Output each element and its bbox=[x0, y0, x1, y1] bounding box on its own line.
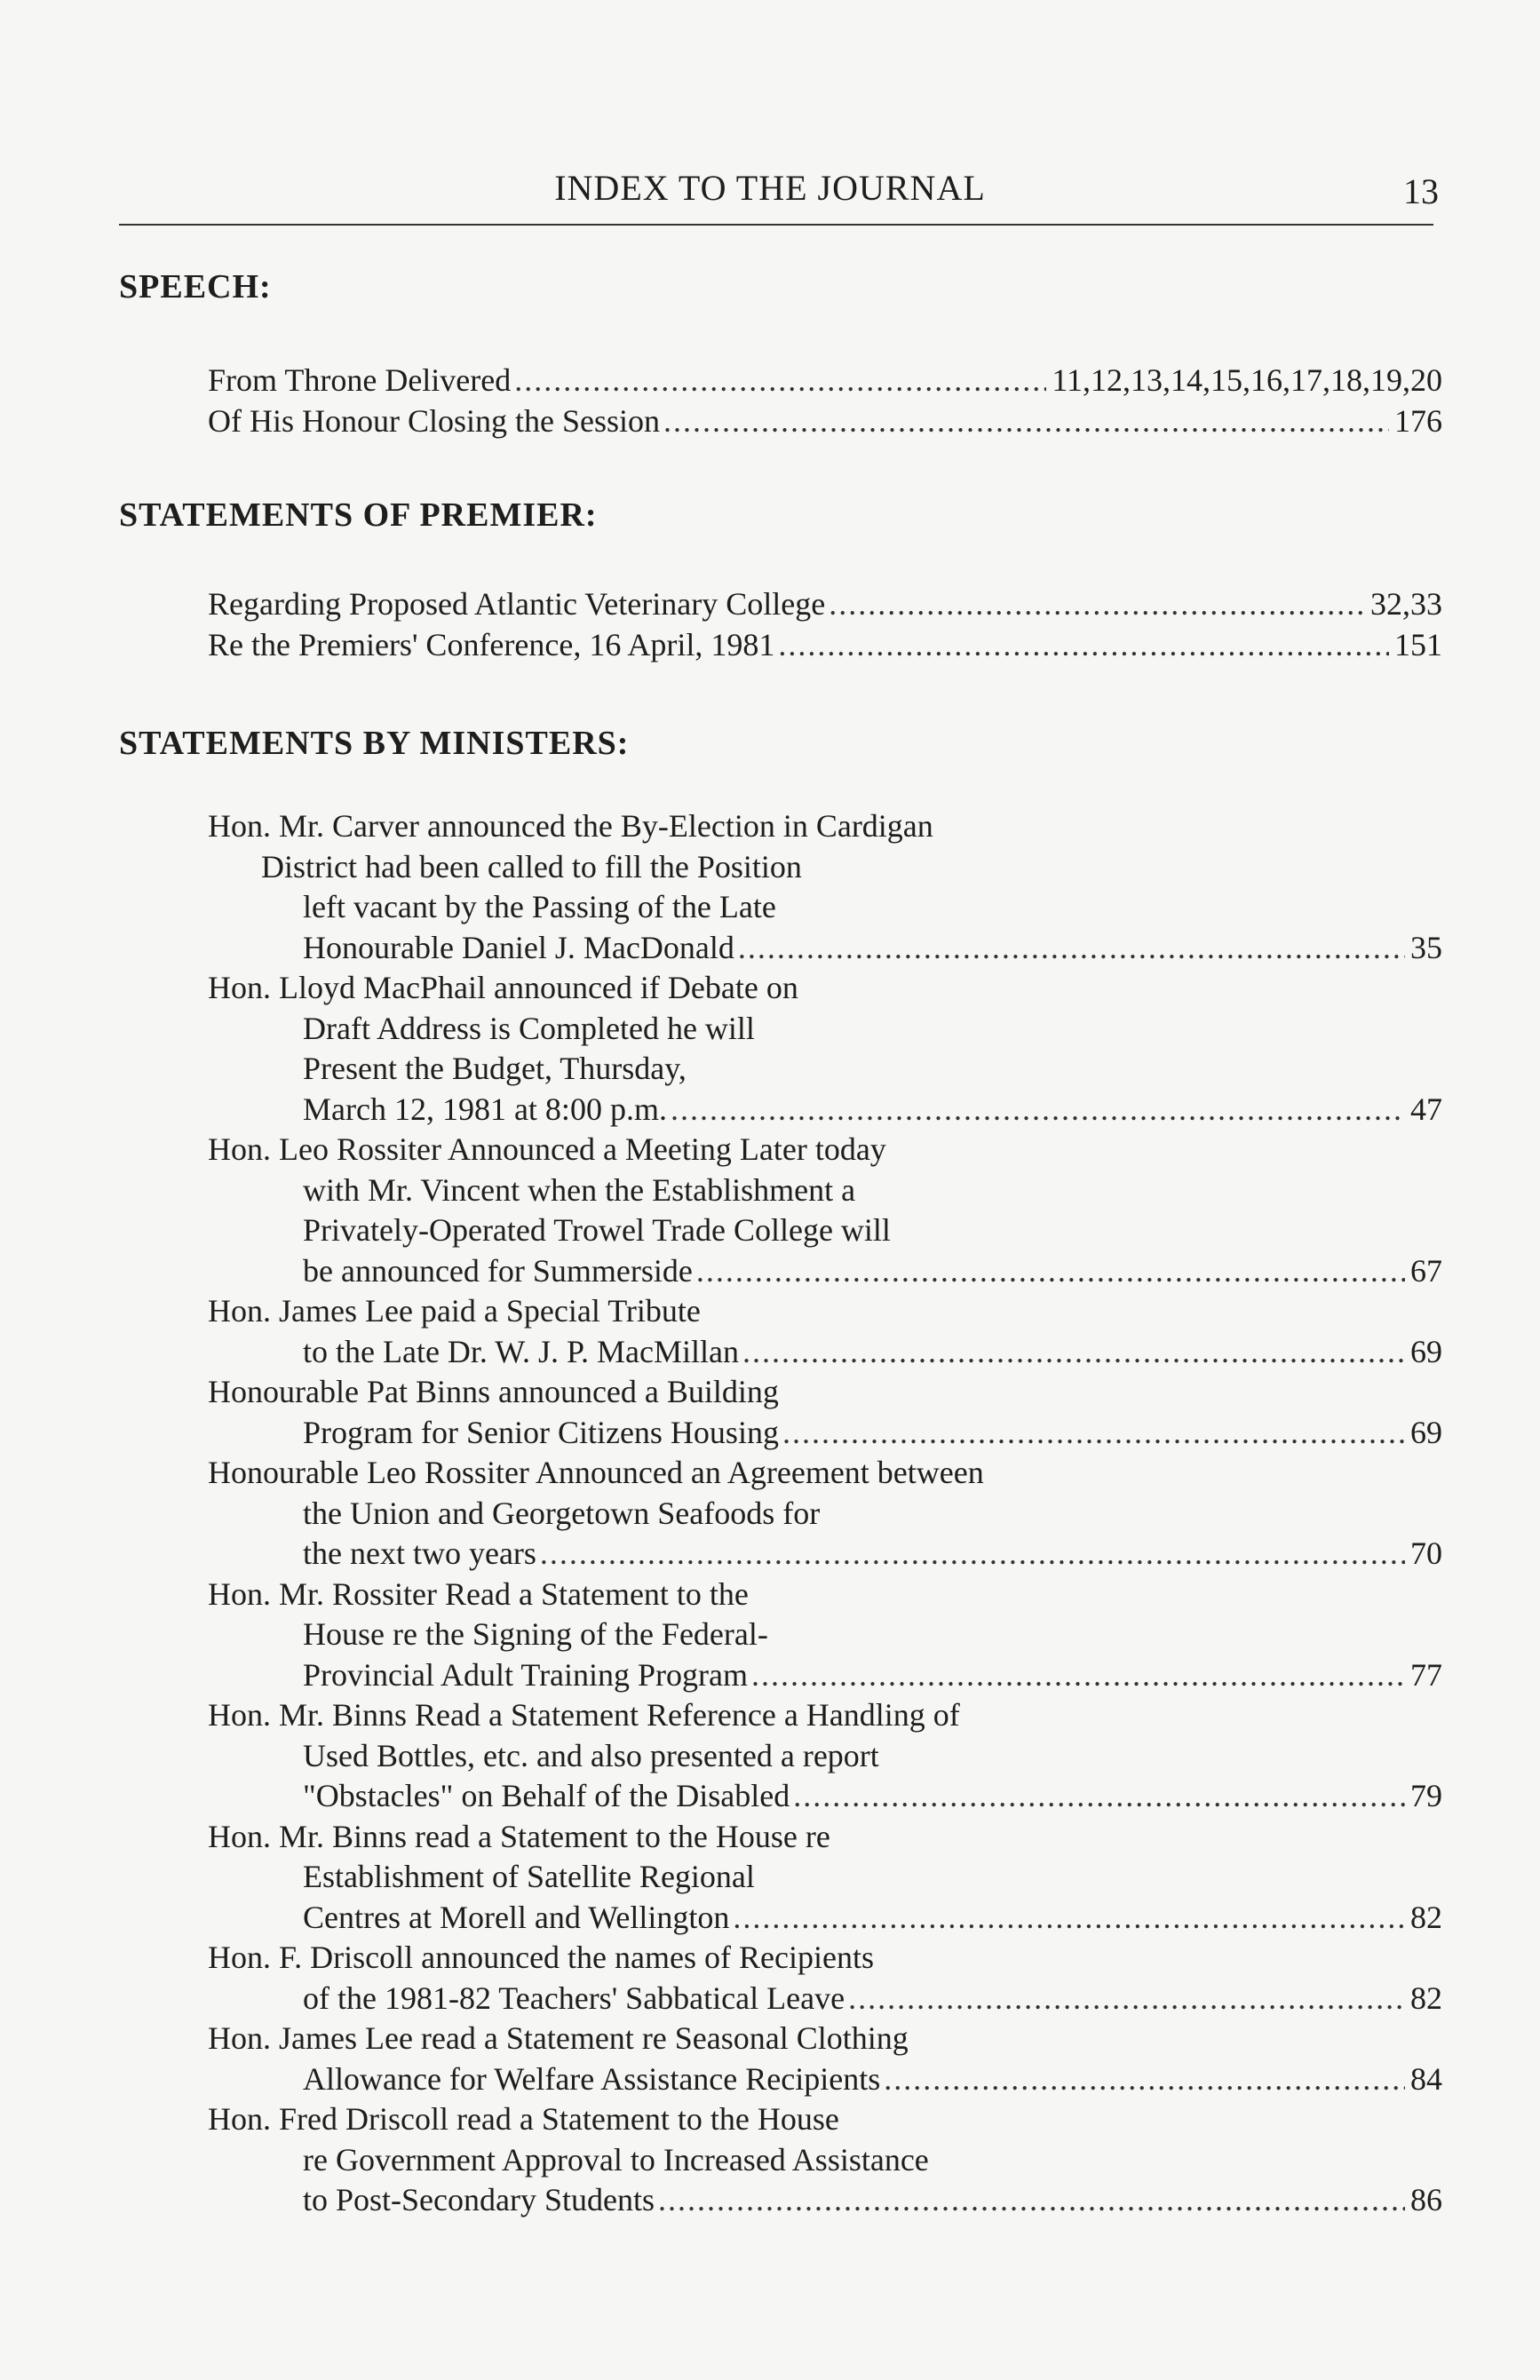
entry-text: Establishment of Satellite Regional bbox=[303, 1859, 755, 1894]
entry-line bbox=[119, 1534, 1442, 1575]
entry-text: Hon. James Lee read a Statement re Seasonal Clothing bbox=[208, 2020, 909, 2056]
entry-text: Honourable Daniel J. MacDonald bbox=[303, 929, 734, 965]
entry-text: Present the Budget, Thursday, bbox=[303, 1051, 687, 1086]
page-number: 13 bbox=[1403, 171, 1439, 211]
index-entry bbox=[119, 806, 1451, 968]
index-entry bbox=[119, 1938, 1451, 2019]
entry-text: the next two years bbox=[303, 1535, 536, 1571]
index-content bbox=[119, 266, 1451, 2221]
page-reference: 79 bbox=[1410, 1778, 1442, 1813]
page-reference: 70 bbox=[1410, 1535, 1442, 1571]
entry-text: Hon. Mr. Binns Read a Statement Reference a Handling of bbox=[208, 1697, 960, 1733]
entry-text: Used Bottles, etc. and also presented a report bbox=[303, 1737, 879, 1773]
entry-text: March 12, 1981 at 8:00 p.m. bbox=[303, 1091, 667, 1127]
page-reference: 86 bbox=[1410, 2182, 1442, 2217]
dot-leader bbox=[825, 584, 1365, 625]
entry-text: to Post-Secondary Students bbox=[303, 2182, 655, 2217]
page-reference: 32,33 bbox=[1370, 586, 1442, 622]
entry-line bbox=[119, 1655, 1442, 1696]
entry-line bbox=[119, 1251, 1442, 1292]
page-reference: 82 bbox=[1410, 1979, 1442, 2016]
page-reference: 176 bbox=[1394, 402, 1442, 439]
index-entry bbox=[119, 2019, 1451, 2099]
entry-text: to the Late Dr. W. J. P. MacMillan bbox=[303, 1333, 739, 1369]
entry-text: Centres at Morell and Wellington bbox=[303, 1899, 730, 1935]
dot-leader bbox=[748, 1655, 1405, 1696]
dot-leader bbox=[734, 928, 1405, 969]
entry-line bbox=[119, 1776, 1442, 1817]
dot-leader bbox=[774, 625, 1389, 666]
entry-line bbox=[119, 361, 1442, 401]
index-entry bbox=[119, 968, 1451, 1130]
page-reference: 67 bbox=[1410, 1252, 1442, 1289]
index-entry bbox=[119, 2099, 1451, 2221]
index-entry bbox=[119, 401, 1451, 442]
entry-line bbox=[119, 1090, 1442, 1130]
entry-text: the Union and Georgetown Seafoods for bbox=[303, 1495, 821, 1531]
page-reference: 11,12,13,14,15,16,17,18,19,20 bbox=[1052, 362, 1442, 398]
entry-text: Hon. Mr. Binns read a Statement to the House re bbox=[208, 1818, 830, 1854]
entry-line bbox=[119, 584, 1442, 625]
index-entry bbox=[119, 361, 1451, 401]
entry-line bbox=[119, 625, 1442, 666]
index-entry bbox=[119, 584, 1451, 625]
index-entry bbox=[119, 1372, 1451, 1453]
dot-leader bbox=[845, 1979, 1405, 2019]
dot-leader bbox=[790, 1776, 1405, 1817]
page-title: INDEX TO THE JOURNAL bbox=[554, 168, 986, 208]
entry-text: District had been called to fill the Position bbox=[261, 848, 802, 885]
dot-leader bbox=[655, 2180, 1405, 2221]
page-reference: 69 bbox=[1410, 1333, 1442, 1369]
page-reference: 35 bbox=[1410, 929, 1442, 965]
entry-text: "Obstacles" on Behalf of the Disabled bbox=[303, 1778, 790, 1813]
dot-leader bbox=[739, 1332, 1405, 1373]
index-entry bbox=[119, 1291, 1451, 1372]
entry-text: House re the Signing of the Federal- bbox=[303, 1616, 768, 1652]
dot-leader bbox=[729, 1898, 1405, 1939]
entry-text: From Throne Delivered bbox=[208, 362, 512, 398]
dot-leader bbox=[511, 361, 1046, 401]
entry-text: Regarding Proposed Atlantic Veterinary College bbox=[208, 586, 826, 622]
entry-text: Re the Premiers' Conference, 16 April, 1981 bbox=[208, 626, 775, 662]
section-statements-by-ministers bbox=[119, 723, 1451, 2221]
entry-line bbox=[119, 1332, 1442, 1373]
index-entry bbox=[119, 1817, 1451, 1939]
entry-text: Program for Senior Citizens Housing bbox=[303, 1414, 779, 1450]
index-entry bbox=[119, 1453, 1451, 1575]
entry-text: Hon. Mr. Carver announced the By-Election in Cardigan bbox=[208, 808, 933, 844]
entry-text: Hon. F. Driscoll announced the names of Recipients bbox=[208, 1940, 874, 1975]
entry-text: Privately-Operated Trowel Trade College will bbox=[303, 1212, 891, 1248]
entry-text: be announced for Summerside bbox=[303, 1252, 693, 1289]
section-heading: STATEMENTS OF PREMIER: bbox=[119, 496, 598, 534]
index-entry bbox=[119, 1695, 1451, 1817]
index-entry bbox=[119, 625, 1451, 666]
index-entry bbox=[119, 1575, 1451, 1696]
page-reference: 77 bbox=[1410, 1656, 1442, 1693]
entry-list bbox=[119, 361, 1451, 441]
entry-line bbox=[119, 1413, 1442, 1454]
dot-leader bbox=[693, 1251, 1405, 1292]
header-rule bbox=[119, 224, 1433, 226]
entry-list bbox=[119, 584, 1451, 665]
running-head bbox=[0, 160, 1540, 213]
entry-text: Hon. Lloyd MacPhail announced if Debate on bbox=[208, 970, 798, 1005]
section-heading: SPEECH: bbox=[119, 268, 272, 305]
entry-line bbox=[119, 2180, 1442, 2221]
page-reference: 82 bbox=[1410, 1899, 1442, 1935]
section-heading: STATEMENTS BY MINISTERS: bbox=[119, 725, 630, 762]
dot-leader bbox=[536, 1534, 1405, 1575]
dot-leader bbox=[667, 1090, 1405, 1130]
entry-line bbox=[119, 2059, 1442, 2100]
entry-text: Hon. James Lee paid a Special Tribute bbox=[208, 1293, 701, 1329]
dot-leader bbox=[660, 401, 1389, 442]
entry-text: left vacant by the Passing of the Late bbox=[303, 889, 776, 924]
entry-line bbox=[119, 1979, 1442, 2019]
entry-text: Hon. Fred Driscoll read a Statement to the House bbox=[208, 2101, 839, 2137]
entry-line bbox=[119, 1898, 1442, 1939]
entry-text: Hon. Leo Rossiter Announced a Meeting Later today bbox=[208, 1131, 886, 1167]
entry-text: Provincial Adult Training Program bbox=[303, 1656, 749, 1693]
entry-text: Honourable Pat Binns announced a Building bbox=[208, 1374, 779, 1409]
dot-leader bbox=[880, 2059, 1405, 2100]
entry-line bbox=[119, 401, 1442, 442]
index-entry bbox=[119, 1130, 1451, 1291]
section-statements-of-premier bbox=[119, 495, 1451, 665]
entry-line bbox=[119, 928, 1442, 969]
dot-leader bbox=[779, 1413, 1405, 1454]
entry-text: re Government Approval to Increased Assistance bbox=[303, 2141, 929, 2178]
entry-text: Honourable Leo Rossiter Announced an Agreement between bbox=[208, 1455, 984, 1490]
page-reference: 47 bbox=[1410, 1091, 1442, 1127]
section-speech bbox=[119, 266, 1451, 441]
entry-text: Allowance for Welfare Assistance Recipients bbox=[303, 2060, 881, 2097]
page-reference: 84 bbox=[1410, 2060, 1442, 2097]
entry-text: Hon. Mr. Rossiter Read a Statement to the bbox=[208, 1575, 749, 1612]
entry-text: Of His Honour Closing the Session bbox=[208, 402, 661, 439]
page-reference: 151 bbox=[1394, 626, 1442, 662]
entry-text: Draft Address is Completed he will bbox=[303, 1010, 755, 1046]
page-reference: 69 bbox=[1410, 1414, 1442, 1450]
entry-list bbox=[119, 806, 1451, 2221]
entry-text: with Mr. Vincent when the Establishment a bbox=[303, 1171, 856, 1208]
entry-text: of the 1981-82 Teachers' Sabbatical Leave bbox=[303, 1979, 845, 2016]
